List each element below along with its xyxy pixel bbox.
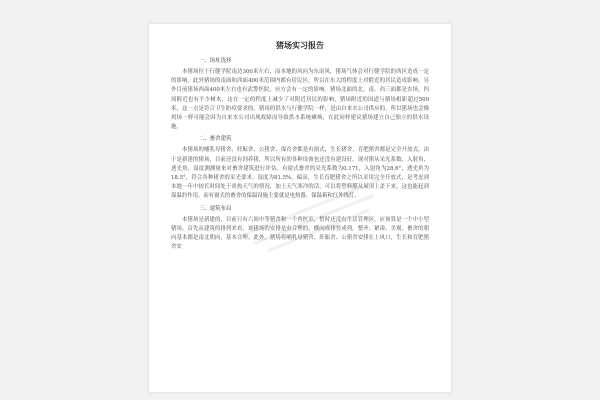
document-title: 猪场实习报告 — [276, 40, 324, 50]
document-content — [171, 40, 429, 254]
paragraph-site-selection: 本猪场位于行健学院南边300米左右，而本地的风向为东南风，猪场气体会对行健学院的西区造成一定的影响。此外猪场的南面和西面400米范围内都有居民区，所以在东大的程度上对附近的居民造成影响。另外目前猪场西面400米左右也有武警医院，应方会有一定的影响。猪场北面的北、南、西三面都是农场。四周附近也有不少树木，这在一定的程度上减少了对附近居民的影响，猪场附近的国道与猪场相距超过500米，这一点是符合卫生防疫要求的。猪场的供水与行健学院一样，是由自来水公司供应的，所以猪场也会像鸡场一样可能会因为自来水公司出现故障而导致供水系统瘫痪，在此同样建议猪场建立自己独立的供水设施。 — [171, 69, 429, 131]
section-heading-building: 二、畜舍建筑 — [199, 136, 232, 143]
paragraph-layout: 本猪场是新建的，目前只有六间中等猪舍和一个兽医室，暂时还没有生活管理区，应该算是一个中小型猪场。首先从建筑的排列来看，该猪场的安排是有合理的，横向成排竖成列，整齐、紧凑、美观。畜舍的朝向基本都是南北朝向，基本合理。此外，猪场将哺乳母猪舍、妊娠舍、公猪舍安排在上风口，生长和育肥猪舍安 — [171, 216, 429, 251]
section-heading-site-selection: 一、场址选择 — [199, 58, 232, 64]
paragraph-building: 本猪场的哺乳母猪舍、妊娠舍、公猪舍、保育舍都是有窗式，生长猪舍、育肥猪舍都是完全开放式。由于是新建的猪场，目前还没有饲养猪，所以所有的各种设备也还没有建设好。现对猪从采光系数，入射角、透光角，湿度测测量来对畜舍建筑进行评估。有窗式畜舍的采光系数为0.171，入射角为28.6°，透光角为18.5°，符合各种猪舍的采光要求。湿度为81.5%，偏高，生长育肥猪舍之所以采用完全开放式，是考虑到本地一年中较长时间处于炎热天气的情况，加上天气寒冷的话，可以将塑料膜从屋顶上盖下来，这也能起到保温的作用。而有窗式的畜舍的保温设施主要就是电热器、保温箱和红外线灯。 — [171, 147, 429, 200]
section-heading-layout: 三、建筑布局 — [199, 205, 232, 212]
document-page — [149, 24, 451, 392]
